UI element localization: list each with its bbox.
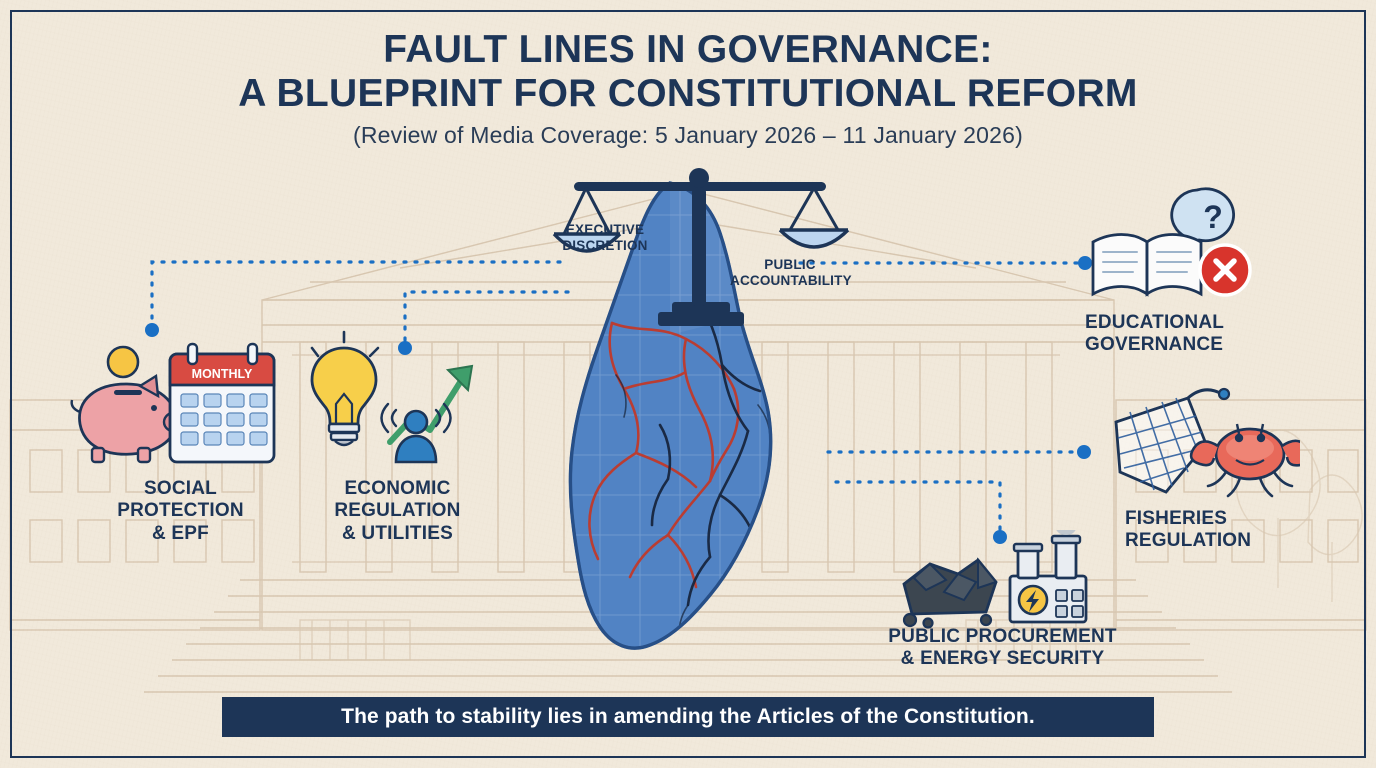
fishing-net-crab-icon bbox=[1110, 386, 1300, 506]
node-label-social-line1: SOCIAL bbox=[144, 478, 217, 499]
svg-text:MONTHLY: MONTHLY bbox=[191, 367, 253, 381]
coal-power-plant-icon bbox=[890, 530, 1110, 630]
node-label-economic-line2: REGULATION bbox=[334, 500, 461, 522]
scale-label-public-line2: ACCOUNTABILITY bbox=[730, 272, 852, 288]
node-label-social-line2: PROTECTION bbox=[117, 500, 244, 522]
page-title-line2: A BLUEPRINT FOR CONSTITUTIONAL REFORM bbox=[238, 71, 1138, 115]
node-label-economic-line3: & UTILITIES bbox=[342, 522, 453, 544]
footer-text: The path to stability lies in amending the Articles of the Constitution. bbox=[341, 705, 1035, 728]
node-label-fisheries-line1: FISHERIES bbox=[1125, 508, 1228, 529]
piggy-bank-calendar-icon bbox=[62, 338, 292, 473]
node-label-education-line1: EDUCATIONAL bbox=[1085, 312, 1225, 333]
scales-of-justice-icon bbox=[540, 160, 860, 350]
footer-banner bbox=[222, 697, 1154, 737]
node-label-procure-line1: PUBLIC PROCUREMENT bbox=[888, 626, 1117, 647]
node-label-economic-regulation bbox=[300, 478, 495, 545]
lightbulb-growth-chart-icon bbox=[300, 330, 500, 470]
svg-text:?: ? bbox=[1203, 199, 1223, 235]
header bbox=[0, 28, 1376, 149]
node-label-education-line2: GOVERNANCE bbox=[1085, 334, 1224, 356]
scale-label-public-line1: PUBLIC bbox=[764, 257, 816, 272]
scale-label-public-accountability bbox=[730, 257, 850, 288]
node-label-economic-line1: ECONOMIC bbox=[344, 478, 451, 499]
node-label-social-line3: & EPF bbox=[152, 522, 209, 544]
node-label-fisheries-regulation bbox=[1125, 508, 1315, 553]
page-title-line1: FAULT LINES IN GOVERNANCE: bbox=[383, 28, 993, 71]
scale-label-executive-line1: EXECUTIVE bbox=[565, 222, 645, 237]
subtitle-date-range: (Review of Media Coverage: 5 January 2026 – 11 January 2026) bbox=[352, 122, 1023, 149]
node-label-educational-governance bbox=[1085, 312, 1290, 357]
node-label-public-procurement bbox=[865, 626, 1140, 671]
node-label-social-protection bbox=[88, 478, 273, 545]
node-label-fisheries-line2: REGULATION bbox=[1125, 530, 1252, 552]
open-book-question-error-icon bbox=[1085, 182, 1270, 307]
scale-label-executive-line2: DISCRETION bbox=[562, 237, 648, 253]
scale-label-executive-discretion bbox=[552, 222, 658, 253]
node-label-procure-line2: & ENERGY SECURITY bbox=[900, 648, 1105, 670]
